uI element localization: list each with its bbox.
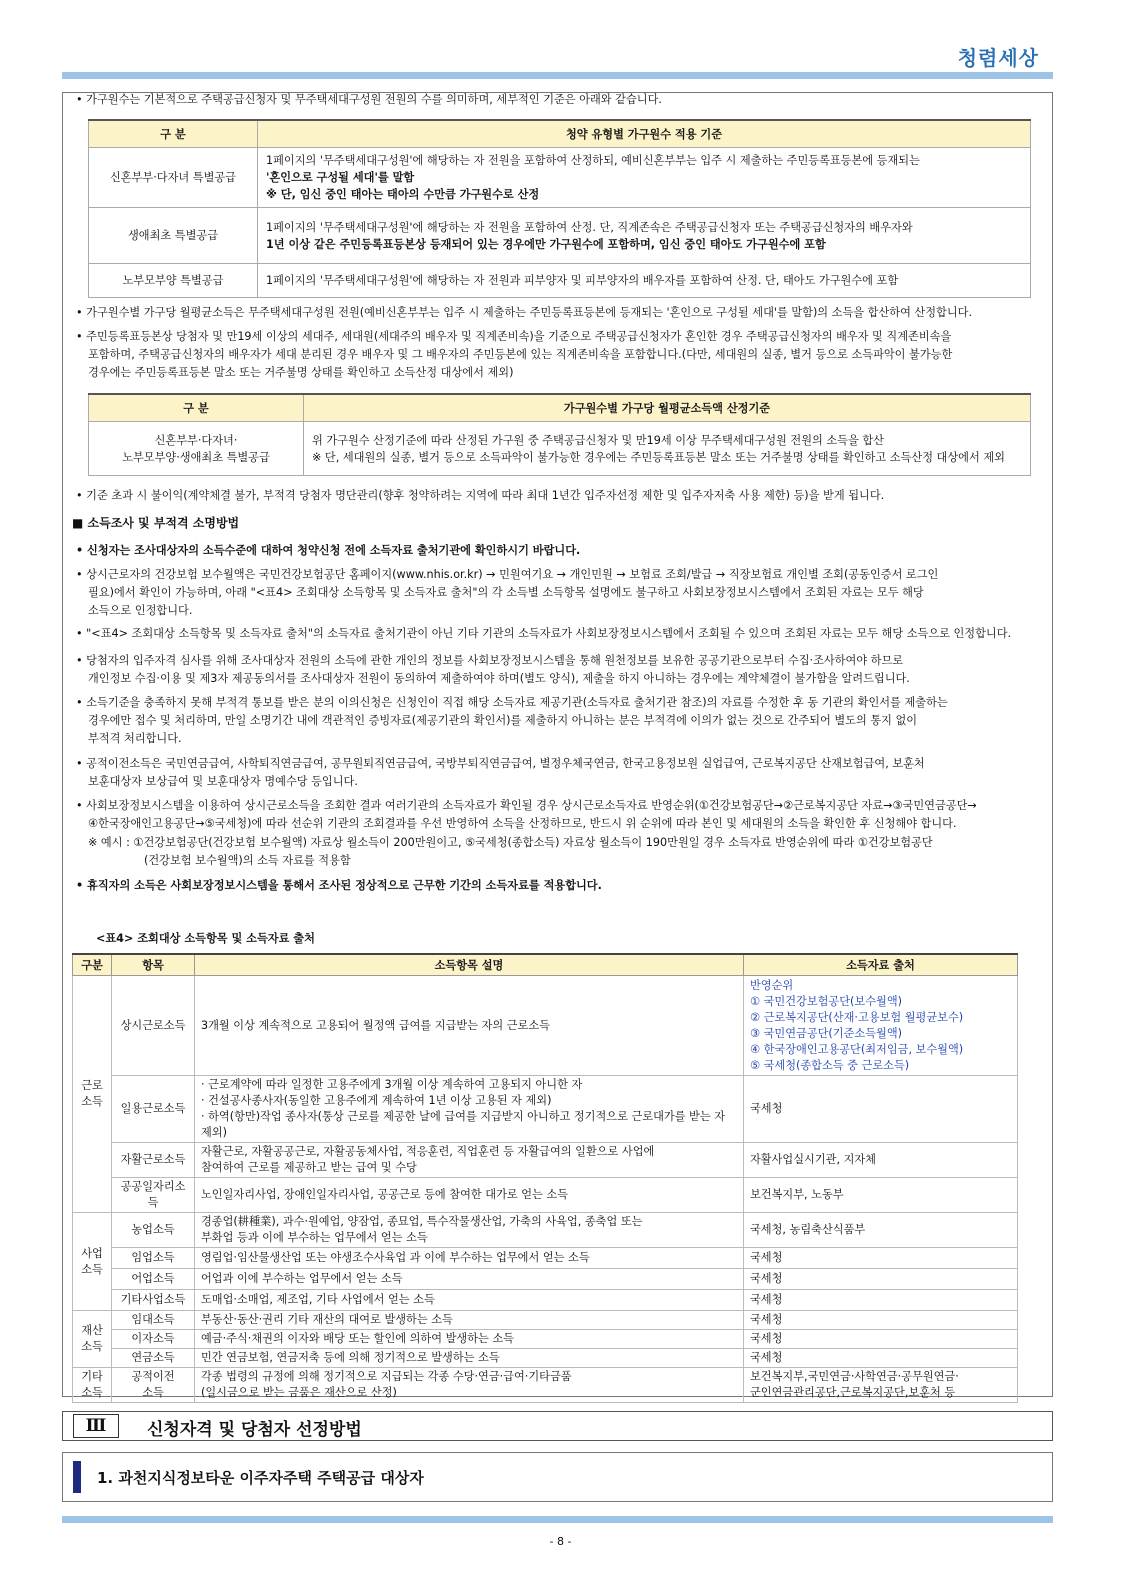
item-cell: 공적이전 소득 xyxy=(112,1368,195,1403)
item-cell: 기타사업소득 xyxy=(112,1290,195,1311)
top-rule xyxy=(62,72,1053,79)
source-cell: 국세청 xyxy=(744,1269,1018,1290)
table-cell: 1페이지의 '무주택세대구성원'에 해당하는 자 전원을 포함하여 산정. 단, 직계존속은 주택공급신청자 또는 주택공급신청자의 배우자와 1년 이상 같은 주민등록표등본상 등재되어 있는 경우에만 가구원수에 포함하며, 임신 중인 태아도 가구원수에 포함 xyxy=(258,208,1031,264)
bullet-penalty: • 기준 초과 시 불이익(계약체결 불가, 부적격 당첨자 명단관리(향후 청약하려는 지역에 따라 최대 1년간 입주자선정 제한 및 입주자저축 사용 제한) 등)을 받게 됩니다. xyxy=(76,489,885,502)
bullet-resident-1: • 주민등록표등본상 당첨자 및 만19세 이상의 세대주, 세대원(세대주의 배우자 및 직계존비속)을 기준으로 주택공급신청자가 혼인한 경우 주택공급신청자의 배우자 및 직계존비속을 xyxy=(76,330,952,343)
bullet-4-line: 개인정보 수집·이용 및 제3자 제공동의서를 조사대상자 전원이 동의하여 제출하여야 하며(별도 양식), 제출을 하지 아니하는 경우에는 계약체결이 불가함을 알려드립니다. xyxy=(88,672,910,685)
income-source-table xyxy=(72,953,1018,1403)
table-header: 청약 유형별 가구원수 적용 기준 xyxy=(258,120,1031,148)
table-cell: 신혼부부·다자녀· 노부모부양·생애최초 특별공급 xyxy=(89,422,304,476)
item-cell: 어업소득 xyxy=(112,1269,195,1290)
desc-cell: 3개월 이상 계속적으로 고용되어 월정액 급여를 지급받는 자의 근로소득 xyxy=(195,976,744,1076)
income-criteria-table xyxy=(88,393,1031,476)
subsection-title: 1. 과천지식정보타운 이주자주택 주택공급 대상자 xyxy=(97,1469,424,1487)
bullet-7-line: ※ 예시 : ①건강보험공단(건강보험 보수월액) 자료상 월소득이 200만원이고, ⑤국세청(종합소득) 자료상 월소득이 190만원일 경우 소득자료 반영순위에 따라 ①건강보험공단 xyxy=(88,836,933,849)
intro-text: • 가구원수는 기본적으로 주택공급신청자 및 무주택세대구성원 전원의 수를 의미하며, 세부적인 기준은 아래와 같습니다. xyxy=(76,93,662,106)
table-cell: 1페이지의 '무주택세대구성원'에 해당하는 자 전원과 피부양자 및 피부양자의 배우자를 포함하여 산정. 단, 태아도 가구원수에 포함 xyxy=(258,264,1031,298)
bullet-2-line: 필요)에서 확인이 가능하며, 아래 "<표4> 조회대상 소득항목 및 소득자료 출처"의 각 소득별 소득항목 설명에도 불구하고 사회보장정보시스템에서 조회된 자료는 모두 해당 xyxy=(88,586,924,599)
bullet-5-line: 경우에만 접수 및 처리하며, 만일 소명기간 내에 객관적인 증빙자료(제공기관의 확인서)를 제출하지 아니하는 분은 부적격에 이의가 없는 것으로 간주되어 별도의 통지 없이 xyxy=(88,714,918,727)
source-cell: 국세청 xyxy=(744,1330,1018,1349)
desc-cell: 도매업·소매업, 제조업, 기타 사업에서 얻는 소득 xyxy=(195,1290,744,1311)
source-cell: 국세청, 농림축산식품부 xyxy=(744,1213,1018,1248)
desc-cell: · 근로계약에 따라 일정한 고용주에게 3개월 이상 계속하여 고용되지 아니한 자 · 건설공사종사자(동일한 고용주에게 계속하여 1년 이상 고용된 자 제외) · 하역(항만)작업 종사자(통상 근로를 제공한 날에 급여를 지급받지 아니하고 정기적으로 근로대가를 받는 자 제외) xyxy=(195,1076,744,1143)
desc-cell: 민간 연금보험, 연금저축 등에 의해 정기적으로 발생하는 소득 xyxy=(195,1349,744,1368)
source-cell: 자활사업실시기관, 지자체 xyxy=(744,1143,1018,1178)
bullet-3: • "<표4> 조회대상 소득항목 및 소득자료 출처"의 소득자료 출처기관이 아닌 기타 기관의 소득자료가 사회보장정보시스템에서 조회될 수 있으며 조회된 자료는 모두 해당 소득으로 인정합니다. xyxy=(76,627,1012,640)
section-3-header xyxy=(62,1411,1053,1441)
bullet-6-line: • 공적이전소득은 국민연금급여, 사학퇴직연금급여, 공무원퇴직연금급여, 국방부퇴직연금급여, 별정우체국연금, 한국고용정보원 실업급여, 근로복지공단 산재보험급여, 보훈처 xyxy=(76,757,925,770)
desc-cell: 경종업(耕種業), 과수·원예업, 양잠업, 종묘업, 특수작물생산업, 가축의 사육업, 종축업 또는 부화업 등과 이에 부수하는 업무에서 얻는 소득 xyxy=(195,1213,744,1248)
desc-cell: 영림업·임산물생산업 또는 야생조수사육업 과 이에 부수하는 업무에서 얻는 소득 xyxy=(195,1248,744,1269)
subsection-bar xyxy=(73,1461,81,1493)
source-cell: 보건복지부, 노동부 xyxy=(744,1178,1018,1213)
table-cell: 위 가구원수 산정기준에 따라 산정된 가구원 중 주택공급신청자 및 만19세 이상 무주택세대구성원 전원의 소득을 합산 ※ 단, 세대원의 실종, 별거 등으로 소득파악이 불가능한 경우에는 주민등록표등본 말소 또는 거주불명 상태를 확인하고 소득산정 대상에서 제외 xyxy=(304,422,1031,476)
item-cell: 연금소득 xyxy=(112,1349,195,1368)
table-header: 구 분 xyxy=(89,120,258,148)
item-cell: 임업소득 xyxy=(112,1248,195,1269)
household-count-table xyxy=(88,119,1031,298)
desc-cell: 노인일자리사업, 장애인일자리사업, 공공근로 등에 참여한 대가로 얻는 소득 xyxy=(195,1178,744,1213)
desc-cell: 자활근로, 자활공공근로, 자활공동체사업, 적응훈련, 직업훈련 등 자활급여의 일환으로 사업에 참여하여 근로를 제공하고 받는 급여 및 수당 xyxy=(195,1143,744,1178)
section-title: 신청자격 및 당첨자 선정방법 xyxy=(147,1420,362,1440)
logo: 청렴세상 xyxy=(957,46,1039,70)
table-cell: 신혼부부·다자녀 특별공급 xyxy=(89,148,258,208)
source-cell: 국세청 xyxy=(744,1290,1018,1311)
source-cell: 국세청 xyxy=(744,1076,1018,1143)
desc-cell: 부동산·동산·권리 기타 재산의 대여로 발생하는 소득 xyxy=(195,1311,744,1330)
bullet-resident-3: 경우에는 주민등록표등본 말소 또는 거주불명 상태를 확인하고 소득산정 대상에서 제외) xyxy=(88,366,514,379)
desc-cell: 예금·주식·채권의 이자와 배당 또는 할인에 의하여 발생하는 소득 xyxy=(195,1330,744,1349)
subsection-header xyxy=(62,1452,1053,1502)
bullet-2-line: • 상시근로자의 건강보험 보수월액은 국민건강보험공단 홈페이지(www.nhis.or.kr) → 민원여기요 → 개인민원 → 보험료 조회/발급 → 직장보험료 개인별 조회(공동인증서 로그인 xyxy=(76,568,939,581)
table-header: 가구원수별 가구당 월평균소득액 산정기준 xyxy=(304,394,1031,422)
item-cell: 일용근로소득 xyxy=(112,1076,195,1143)
item-cell: 상시근로소득 xyxy=(112,976,195,1076)
item-cell: 이자소득 xyxy=(112,1330,195,1349)
table-header: 항목 xyxy=(112,954,195,976)
section-number: Ⅲ xyxy=(73,1414,119,1438)
item-cell: 농업소득 xyxy=(112,1213,195,1248)
bullet-5-line: 부적격 처리합니다. xyxy=(88,732,182,745)
table-header: 소득항목 설명 xyxy=(195,954,744,976)
source-cell: 보건복지부,국민연금·사학연금·공무원연금· 군인연금관리공단,근로복지공단,보훈처 등 xyxy=(744,1368,1018,1403)
table-cell: 생애최초 특별공급 xyxy=(89,208,258,264)
table-header: 소득자료 출처 xyxy=(744,954,1018,976)
table-header: 구 분 xyxy=(89,394,304,422)
group-cell: 기타 소득 xyxy=(73,1368,112,1403)
desc-cell: 각종 법령의 규정에 의해 정기적으로 지급되는 각종 수당·연금·급여·기타금품 (일시금으로 받는 금품은 재산으로 산정) xyxy=(195,1368,744,1403)
table-header: 구분 xyxy=(73,954,112,976)
bullet-5-line: • 소득기준을 충족하지 못해 부적격 통보를 받은 분의 이의신청은 신청인이 직접 해당 소득자료 제공기관(소득자료 출처기관 참조)의 자료를 수정한 후 동 기관의 확인서를 제출하는 xyxy=(76,696,948,709)
bullet-8: • 휴직자의 소득은 사회보장정보시스템을 통해서 조사된 정상적으로 근무한 기간의 소득자료를 적용합니다. xyxy=(76,879,602,892)
group-cell: 사업 소득 xyxy=(73,1213,112,1311)
source-cell: 국세청 xyxy=(744,1248,1018,1269)
source-cell: 국세청 xyxy=(744,1311,1018,1330)
desc-cell: 어업과 이에 부수하는 업무에서 얻는 소득 xyxy=(195,1269,744,1290)
bullet-4-line: • 당첨자의 입주자격 심사를 위해 조사대상자 전원의 소득에 관한 개인의 정보를 사회보장정보시스템을 통해 원천정보를 보유한 공공기관으로부터 수집·조사하여야 하므로 xyxy=(76,654,904,667)
table-cell: 노부모부양 특별공급 xyxy=(89,264,258,298)
source-cell: 반영순위 ① 국민건강보험공단(보수월액) ② 근로복지공단(산재·고용보험 월평균보수) ③ 국민연금공단(기준소득월액) ④ 한국장애인고용공단(최저임금, 보수월액) ⑤ 국세청(종합소득 중 근로소득) xyxy=(744,976,1018,1076)
source-cell: 국세청 xyxy=(744,1349,1018,1368)
group-cell: 재산 소득 xyxy=(73,1311,112,1368)
bullet-7-line: ④한국장애인고용공단→⑤국세청)에 따라 선순위 기관의 조회결과를 우선 반영하여 소득을 산정하므로, 반드시 위 순위에 따라 본인 및 세대원의 소득을 확인한 후 신청해야 합니다. xyxy=(88,817,957,830)
section-heading: ■ 소득조사 및 부적격 소명방법 xyxy=(72,516,240,530)
bullet-2-line: 소득으로 인정합니다. xyxy=(88,604,193,617)
bullet-7-line: (건강보험 보수월액)의 소득 자료를 적용함 xyxy=(144,854,351,867)
bullet-resident-2: 포함하며, 주택공급신청자의 배우자가 세대 분리된 경우 배우자 및 그 배우자의 주민등본에 있는 직계존비속을 포함합니다.(다만, 세대원의 실종, 별거 등으로 소득파악이 불가능한 xyxy=(88,348,953,361)
page-number: - 8 - xyxy=(549,1535,572,1548)
table-cell: 1페이지의 '무주택세대구성원'에 해당하는 자 전원을 포함하여 산정하되, 예비신혼부부는 입주 시 제출하는 주민등록표등본에 등재되는 '혼인으로 구성될 세대'를 말함 ※ 단, 임신 중인 태아는 태아의 수만큼 가구원수로 산정 xyxy=(258,148,1031,208)
item-cell: 공공일자리소득 xyxy=(112,1178,195,1213)
item-cell: 임대소득 xyxy=(112,1311,195,1330)
item-cell: 자활근로소득 xyxy=(112,1143,195,1178)
bullet-income: • 가구원수별 가구당 월평균소득은 무주택세대구성원 전원(예비신혼부부는 입주 시 제출하는 주민등록표등본에 등재되는 '혼인으로 구성될 세대'를 말함)의 소득을 합산하여 산정합니다. xyxy=(76,306,973,319)
bullet-1: • 신청자는 조사대상자의 소득수준에 대하여 청약신청 전에 소득자료 출처기관에 확인하시기 바랍니다. xyxy=(76,544,581,557)
table4-caption: <표4> 조회대상 소득항목 및 소득자료 출처 xyxy=(96,932,315,945)
bullet-7-line: • 사회보장정보시스템을 이용하여 상시근로소득을 조회한 결과 여러기관의 소득자료가 확인될 경우 상시근로소득자료 반영순위(①건강보험공단→②근로복지공단 자료→③국민연금공단→ xyxy=(76,799,977,812)
group-cell: 근로 소득 xyxy=(73,976,112,1213)
bottom-rule xyxy=(62,1516,1053,1523)
bullet-6-line: 보훈대상자 보상급여 및 보훈대상자 명예수당 등입니다. xyxy=(88,775,358,788)
